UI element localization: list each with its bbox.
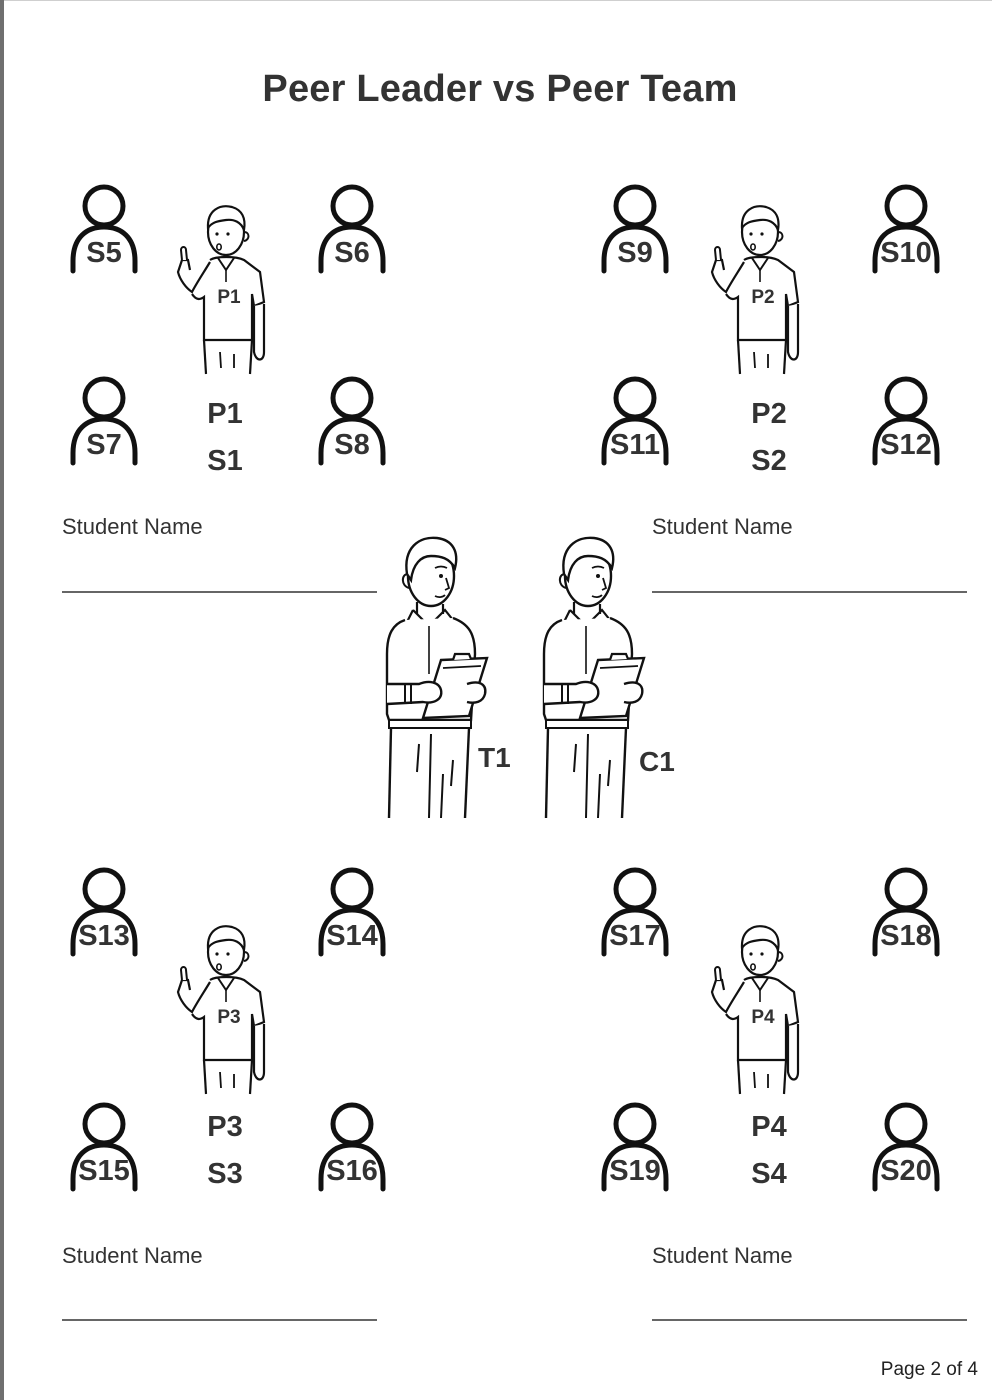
- student-label: S9: [617, 237, 653, 269]
- student-label: S19: [609, 1155, 661, 1187]
- coach-label: C1: [639, 746, 675, 777]
- student-seat: [59, 369, 149, 469]
- student-seat: [861, 860, 951, 960]
- peer-label: P1: [207, 398, 243, 430]
- teacher-figure: [383, 534, 503, 824]
- peer-leader: [698, 922, 808, 1102]
- seat-label: S2: [751, 445, 787, 477]
- peer-label: P3: [207, 1111, 243, 1143]
- peer-shirt-label: P2: [751, 287, 775, 308]
- student-label: S7: [86, 429, 122, 461]
- peer-shirt-label: P3: [217, 1007, 241, 1028]
- peer-leader: [698, 202, 808, 382]
- student-label: S12: [880, 429, 932, 461]
- page-title: Peer Leader vs Peer Team: [262, 68, 738, 110]
- student-seat: [307, 860, 397, 960]
- student-seat: [307, 1095, 397, 1195]
- page-number: Page 2 of 4: [880, 1359, 978, 1380]
- student-seat: [59, 1095, 149, 1195]
- student-seat: [590, 177, 680, 277]
- page-edge-top: [4, 0, 992, 1]
- student-label: S14: [326, 920, 378, 952]
- student-seat: [590, 860, 680, 960]
- student-seat: [590, 369, 680, 469]
- student-name-label: Student Name: [652, 514, 793, 539]
- peer-shirt-label: P4: [751, 1007, 775, 1028]
- student-label: S6: [334, 237, 370, 269]
- student-name-field[interactable]: [652, 1319, 967, 1321]
- peer-label: P4: [751, 1111, 787, 1143]
- peer-leader: [164, 202, 274, 382]
- teacher-icon: [383, 534, 503, 824]
- student-seat: [307, 177, 397, 277]
- student-seat: [307, 369, 397, 469]
- student-label: S10: [880, 237, 932, 269]
- student-name-field[interactable]: [62, 1319, 377, 1321]
- peer-shirt-label: P1: [217, 287, 241, 308]
- student-name-label: Student Name: [62, 1243, 203, 1268]
- student-name-label: Student Name: [652, 1243, 793, 1268]
- student-seat: [861, 369, 951, 469]
- student-label: S20: [880, 1155, 932, 1187]
- student-label: S5: [86, 237, 122, 269]
- student-label: S15: [78, 1155, 130, 1187]
- student-name-label: Student Name: [62, 514, 203, 539]
- student-seat: [861, 1095, 951, 1195]
- teacher-label: T1: [478, 742, 511, 773]
- student-label: S18: [880, 920, 932, 952]
- student-label: S11: [610, 429, 660, 461]
- peer-leader: [164, 922, 274, 1102]
- student-label: S16: [326, 1155, 378, 1187]
- student-label: S17: [609, 920, 661, 952]
- page-edge: [0, 0, 4, 1400]
- coach-figure: [540, 534, 660, 824]
- student-label: S8: [334, 429, 370, 461]
- student-seat: [861, 177, 951, 277]
- seat-label: S4: [751, 1158, 787, 1190]
- seat-label: S1: [207, 445, 243, 477]
- student-seat: [590, 1095, 680, 1195]
- student-name-field[interactable]: [652, 591, 967, 593]
- student-seat: [59, 860, 149, 960]
- seat-label: S3: [207, 1158, 243, 1190]
- coach-icon: [540, 534, 660, 824]
- peer-label: P2: [751, 398, 787, 430]
- student-name-field[interactable]: [62, 591, 377, 593]
- student-label: S13: [78, 920, 130, 952]
- student-seat: [59, 177, 149, 277]
